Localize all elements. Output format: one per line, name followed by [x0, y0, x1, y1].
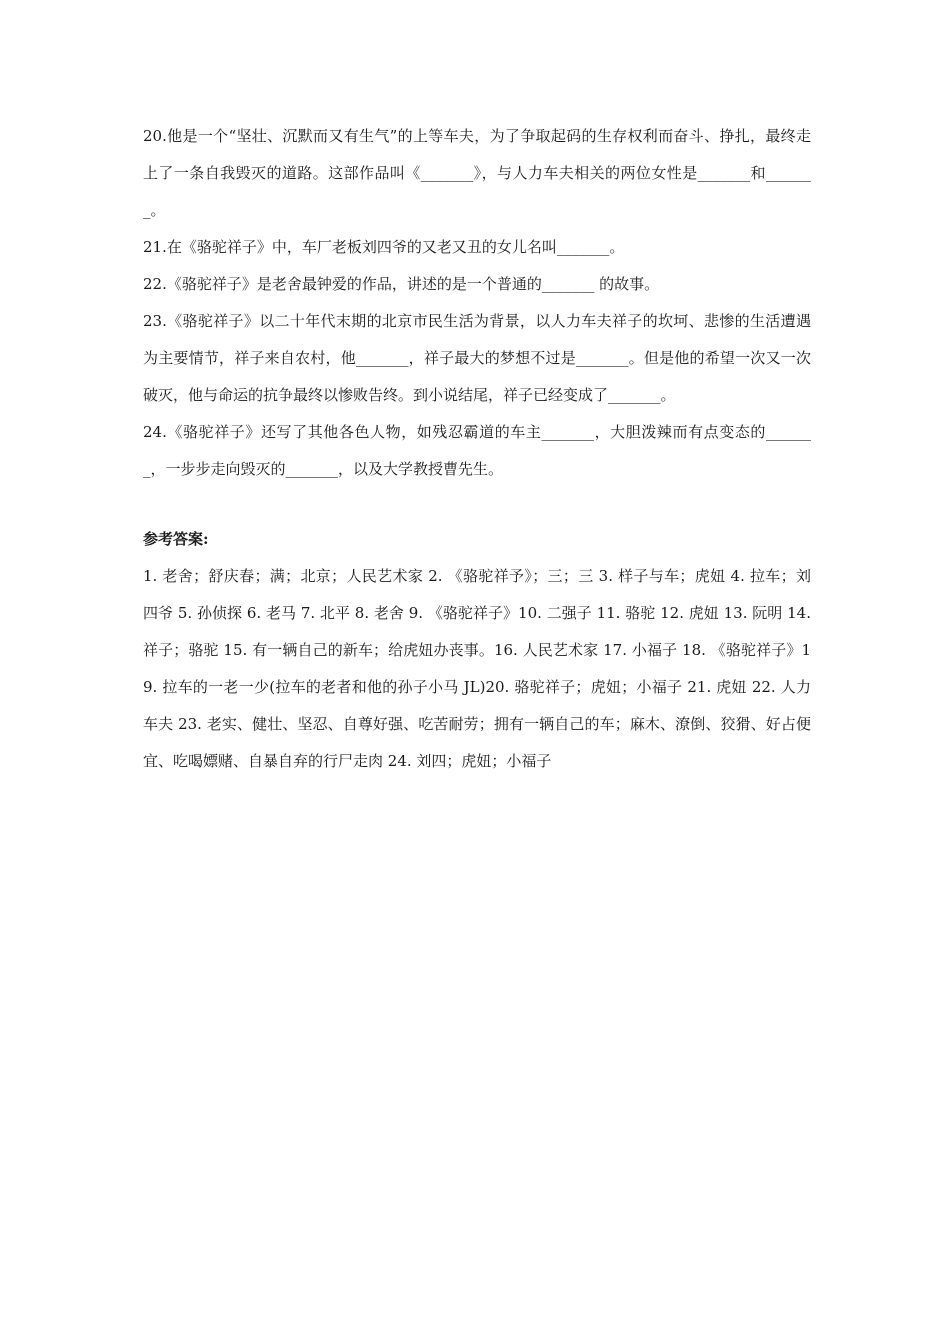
- answers-heading: 参考答案:: [143, 530, 209, 548]
- question-22: 22.《骆驼祥子》是老舍最钟爱的作品，讲述的是一个普通的_______ 的故事。: [143, 275, 660, 293]
- answers-text: 1. 老舍；舒庆春；满；北京；人民艺术家 2. 《骆驼祥予》；三；三 3. 样子与车；虎妞 4. 拉车；刘四爷 5. 孙侦探 6. 老马 7. 北平 8. 老舍 9. 《骆驼祥子》10. 二强子 11. 骆驼 12. 虎妞 13. 阮明 14. 祥子；骆驼 15. 有一辆自己的新车；给虎妞办丧事。16. 人民艺术家 17. 小福子 18. 《骆驼祥子》19. 拉车的一老一少(拉车的老者和他的孙子小马 JL)20. 骆驼祥子；虎妞；小福子 21. 虎妞 22. 人力车夫 23. 老实、健壮、坚忍、自尊好强、吃苦耐劳；拥有一辆自己的车；麻木、潦倒、狡猾、好占便宜、吃喝嫖赌、自暴自弃的行尸走肉 24. 刘四；虎妞；小福子: [143, 567, 816, 770]
- question-21: 21.在《骆驼祥子》中，车厂老板刘四爷的又老又丑的女儿名叫_______。: [143, 238, 625, 256]
- section-spacer: [143, 488, 811, 521]
- question-24: 24.《骆驼祥子》还写了其他各色人物，如残忍霸道的车主_______，大胆泼辣而有点变态的_______，一步步走向毁灭的_______，以及大学教授曹先生。: [143, 423, 811, 478]
- question-23: 23.《骆驼祥子》以二十年代末期的北京市民生活为背景，以人力车夫祥子的坎坷、悲惨的生活遭遇为主要情节，祥子来自农村，他_______，祥子最大的梦想不过是_______。但是他的希望一次又一次破灭，他与命运的抗争最终以惨败告终。到小说结尾，祥子已经变成了_______。: [143, 312, 811, 404]
- question-20: 20.他是一个“坚壮、沉默而又有生气”的上等车夫，为了争取起码的生存权利而奋斗、挣扎，最终走上了一条自我毁灭的道路。这部作品叫《_______》，与人力车夫相关的两位女性是_______和_______。: [143, 127, 811, 219]
- document-page: [143, 118, 816, 780]
